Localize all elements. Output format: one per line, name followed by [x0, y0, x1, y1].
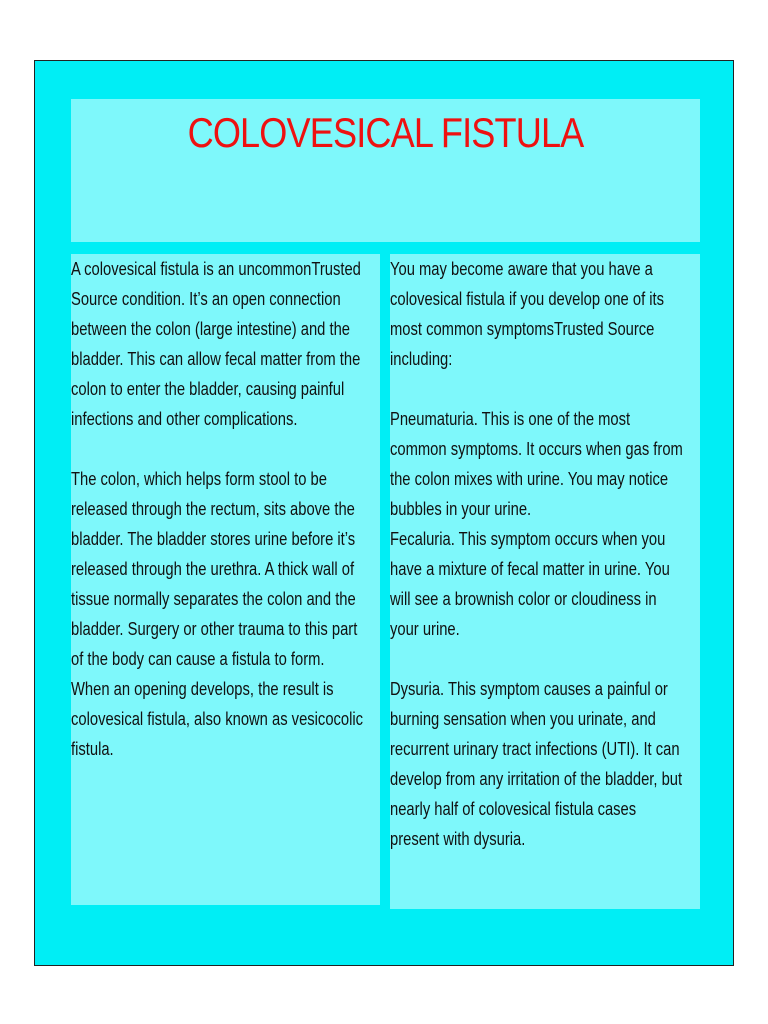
text-line: present with dysuria.: [390, 829, 526, 849]
text-line: colon to enter the bladder, causing painful: [71, 379, 345, 399]
text-line: colovesical fistula, also known as vesicocolic: [71, 709, 364, 729]
text-line: the colon mixes with urine. You may notice: [390, 469, 669, 489]
text-line: tissue normally separates the colon and the: [71, 589, 356, 609]
text-line: have a mixture of fecal matter in urine. You: [390, 559, 670, 579]
text-line: of the body can cause a fistula to form.: [71, 649, 325, 669]
text-line: Pneumaturia. This is one of the most: [390, 409, 631, 429]
paragraph-gap: [71, 434, 383, 464]
text-line: bladder. This can allow fecal matter from the: [71, 349, 361, 369]
text-line: The colon, which helps form stool to be: [71, 469, 327, 489]
right-column: [390, 254, 700, 909]
text-line: You may become aware that you have a: [390, 259, 653, 279]
text-line: will see a brownish color or cloudiness in: [390, 589, 657, 609]
text-line: recurrent urinary tract infections (UTI). It can: [390, 739, 680, 759]
text-line: common symptoms. It occurs when gas from: [390, 439, 683, 459]
left-column: [71, 254, 380, 905]
left-column-text: [71, 254, 383, 764]
text-line: Source condition. It’s an open connection: [71, 289, 341, 309]
text-line: most common symptomsTrusted Source: [390, 319, 655, 339]
text-line: Dysuria. This symptom causes a painful or: [390, 679, 668, 699]
paragraph-gap: [390, 644, 702, 674]
text-line: released through the rectum, sits above the: [71, 499, 355, 519]
text-line: fistula.: [71, 739, 114, 759]
text-line: nearly half of colovesical fistula cases: [390, 799, 637, 819]
text-line: including:: [390, 349, 453, 369]
text-line: When an opening develops, the result is: [71, 679, 334, 699]
text-line: colovesical fistula if you develop one of its: [390, 289, 665, 309]
text-line: infections and other complications.: [71, 409, 298, 429]
text-line: bubbles in your urine.: [390, 499, 532, 519]
text-line: your urine.: [390, 619, 460, 639]
page-title: COLOVESICAL FISTULA: [187, 109, 584, 156]
text-line: develop from any irritation of the bladder, but: [390, 769, 683, 789]
text-line: released through the urethra. A thick wall of: [71, 559, 355, 579]
text-line: bladder. Surgery or other trauma to this part: [71, 619, 358, 639]
text-line: bladder. The bladder stores urine before it’s: [71, 529, 356, 549]
title-box: [71, 99, 700, 242]
text-line: A colovesical fistula is an uncommonTrusted: [71, 259, 361, 279]
right-column-text: [390, 254, 702, 854]
text-line: burning sensation when you urinate, and: [390, 709, 656, 729]
slide: [34, 60, 734, 966]
text-line: between the colon (large intestine) and the: [71, 319, 350, 339]
paragraph-gap: [390, 374, 702, 404]
text-line: Fecaluria. This symptom occurs when you: [390, 529, 666, 549]
